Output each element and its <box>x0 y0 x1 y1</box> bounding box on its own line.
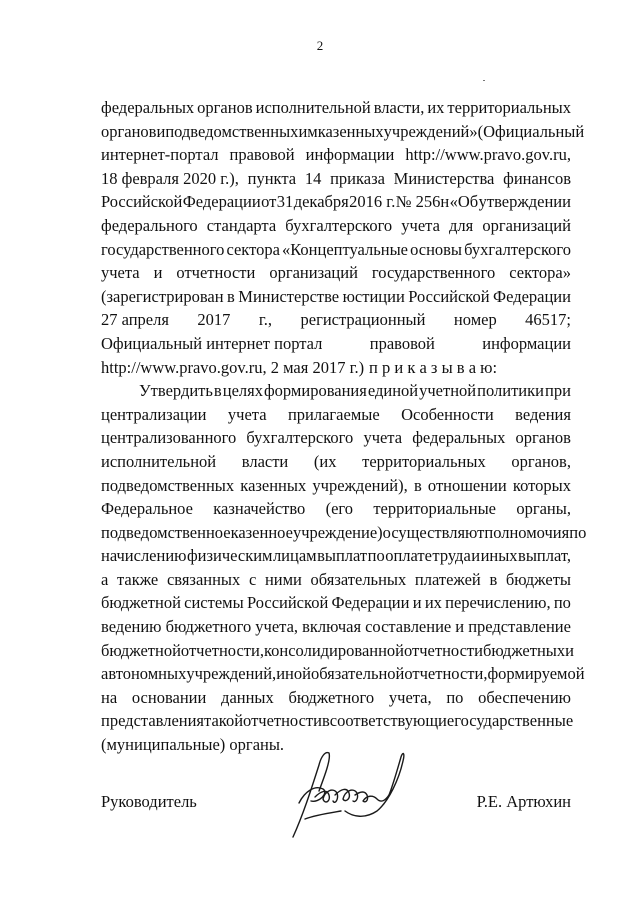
word: физическим <box>186 546 273 566</box>
word: ведению <box>101 617 162 637</box>
word: в <box>227 286 235 306</box>
word: их <box>427 98 445 117</box>
signatory-name: Р.Е. Артюхин <box>476 792 571 811</box>
signatory-title: Руководитель <box>101 792 197 811</box>
word: казначейство <box>213 499 306 519</box>
word: Утвердить <box>139 381 213 401</box>
word: отчетности, <box>180 640 264 660</box>
word: номер <box>453 310 497 330</box>
word: их <box>424 593 442 613</box>
word: организаций <box>482 215 571 235</box>
word: п р и к а з ы в а ю: <box>369 357 498 377</box>
word: исполнительной <box>101 451 217 471</box>
text-line <box>101 709 574 733</box>
word: учета <box>363 428 403 448</box>
word: выплат, <box>518 546 571 566</box>
word: обеспечению <box>478 687 571 707</box>
word: перечислению, <box>445 593 551 613</box>
word: органов <box>197 98 253 117</box>
word: федеральных <box>412 428 506 448</box>
text-line <box>101 167 571 191</box>
word: территориальных <box>362 451 486 471</box>
word: составление <box>365 617 452 637</box>
word: казенных <box>240 475 307 495</box>
text-line <box>101 591 571 615</box>
text-line <box>101 450 571 474</box>
word: Министерстве <box>238 286 340 306</box>
word: начислению <box>101 546 187 566</box>
word: казенных <box>317 121 384 141</box>
word: отношении <box>427 475 507 495</box>
word: а <box>101 569 109 589</box>
word: сектора <box>226 239 280 259</box>
word: «Концептуальные <box>282 239 408 259</box>
text-line <box>101 639 574 663</box>
text-line <box>101 332 571 356</box>
word: при <box>544 381 571 401</box>
word: территориальные <box>373 499 496 519</box>
word: г., <box>258 310 273 330</box>
word: № 256н <box>395 192 450 212</box>
text-line <box>101 497 571 521</box>
word: интернет-портал <box>101 145 219 165</box>
word: 31 <box>276 192 294 212</box>
word: и <box>565 640 574 660</box>
text-line <box>101 686 571 710</box>
word: бюджетных <box>482 640 566 660</box>
word: которых <box>512 475 571 495</box>
text-line <box>101 426 571 450</box>
word: на <box>101 687 118 707</box>
word: утверждении <box>478 192 571 212</box>
word: основании <box>131 687 207 707</box>
word: 18 февраля 2020 г.), <box>101 168 239 188</box>
word: отчетности, <box>404 664 488 684</box>
word: учета <box>227 404 267 424</box>
word: организаций <box>269 263 358 283</box>
word: бухгалтерского <box>246 428 354 448</box>
word: Официальный интернет портал <box>101 333 323 353</box>
word: прилагаемые <box>287 404 380 424</box>
word: Министерства <box>393 168 495 188</box>
word: и <box>412 593 422 613</box>
word: 14 <box>304 168 322 188</box>
word: ведения <box>515 404 571 424</box>
text-line-last <box>101 356 571 380</box>
word: 46517; <box>525 310 571 330</box>
word: и <box>156 121 166 141</box>
word: подведомственных <box>165 121 299 141</box>
word: политики <box>477 381 544 401</box>
word: с <box>248 569 257 589</box>
word: органов, <box>511 451 571 471</box>
text-line <box>101 285 571 309</box>
word: государственного <box>371 263 496 283</box>
word: правовой <box>229 145 295 165</box>
word: подведомственное <box>101 522 231 542</box>
word: включая <box>302 617 362 637</box>
word: федерального <box>101 215 198 235</box>
word: подведомственных <box>101 475 235 495</box>
word: отчетности <box>176 263 256 283</box>
word: территориальных <box>447 98 571 117</box>
text-line <box>101 96 571 120</box>
word: автономных <box>101 664 187 684</box>
word: http://www.pravo.gov.ru, <box>405 145 571 165</box>
word: Федерации <box>182 192 261 212</box>
text-line <box>101 308 571 332</box>
text-line <box>101 379 571 403</box>
text-line <box>101 143 571 167</box>
word: правовой <box>369 333 435 353</box>
word: учета, <box>388 687 432 707</box>
word: полномочия <box>484 522 570 542</box>
word: приказа <box>330 168 385 188</box>
word: данных <box>221 687 274 707</box>
text-line <box>101 238 571 262</box>
preamble-paragraph <box>101 96 585 379</box>
word: соответствующие <box>329 711 455 731</box>
word: учреждений» <box>383 121 478 141</box>
word: информации <box>305 145 395 165</box>
word: органов <box>515 428 571 448</box>
word: обязательных <box>310 569 407 589</box>
word: платежей <box>414 569 481 589</box>
word: 2016 г. <box>349 192 396 212</box>
word: федеральных <box>101 98 195 117</box>
word: бухгалтерского <box>464 239 571 259</box>
word: системы <box>184 593 244 613</box>
word: учета <box>101 263 140 283</box>
word: учета <box>401 215 440 235</box>
word: (их <box>313 451 337 471</box>
word: выплат <box>317 546 368 566</box>
word: также <box>117 569 159 589</box>
word: целях <box>222 381 263 401</box>
text-line <box>101 403 571 427</box>
word: «Об <box>449 192 479 212</box>
word: иной <box>276 664 311 684</box>
word: осуществляют <box>382 522 485 542</box>
word: (его <box>325 499 354 519</box>
word: власти, <box>373 98 425 117</box>
word: сектора» <box>509 263 571 283</box>
word: для <box>449 215 474 235</box>
word: (муниципальные) органы. <box>101 735 285 755</box>
word: им <box>298 121 318 141</box>
word: Российской <box>408 286 490 306</box>
word: исполнительной <box>255 98 371 117</box>
word: представления <box>101 711 205 731</box>
word: консолидированной <box>263 640 405 660</box>
word: в <box>213 381 222 401</box>
word: централизованного <box>101 428 237 448</box>
signature-block <box>101 790 571 820</box>
page-number: 2 <box>316 38 324 53</box>
word: ними <box>264 569 302 589</box>
word: стандарта <box>206 215 277 235</box>
word: (зарегистрирован <box>101 286 224 306</box>
word: формирования <box>263 381 367 401</box>
word: юстиции <box>342 286 405 306</box>
text-line <box>101 214 571 238</box>
text-line <box>101 261 571 285</box>
word: Федерации <box>493 286 571 306</box>
word: учета, <box>255 617 299 637</box>
scan-speck <box>483 80 485 81</box>
word: по <box>569 522 587 542</box>
word: бюджетной <box>101 640 181 660</box>
word: от <box>261 192 277 212</box>
word: органы, <box>516 499 571 519</box>
word: бюджетного <box>165 617 252 637</box>
word: основы <box>410 239 463 259</box>
word: учреждение) <box>292 522 383 542</box>
order-text <box>101 96 587 757</box>
word: власти <box>241 451 289 471</box>
word: органов <box>101 121 157 141</box>
word: государственные <box>454 711 574 731</box>
text-line <box>101 662 585 686</box>
word: Особенности <box>401 404 494 424</box>
word: в <box>321 711 330 731</box>
word: Федеральное <box>101 499 193 519</box>
word: регистрационный <box>300 310 426 330</box>
text-line <box>101 568 571 592</box>
word: бюджеты <box>505 569 571 589</box>
word: пункта <box>247 168 297 188</box>
word: 2017 <box>197 310 231 330</box>
word: оплате <box>385 546 432 566</box>
word: Российской <box>101 192 183 212</box>
word: в <box>413 475 422 495</box>
word: иных <box>480 546 518 566</box>
word: и <box>455 617 465 637</box>
word: финансов <box>503 168 571 188</box>
text-line <box>101 474 571 498</box>
text-line <box>101 120 585 144</box>
word: информации <box>482 333 571 353</box>
word: и <box>153 263 163 283</box>
word: труда <box>432 546 471 566</box>
word: представление <box>468 617 571 637</box>
word: бюджетного <box>288 687 375 707</box>
word: бюджетной <box>101 593 181 613</box>
word: обязательной <box>310 664 405 684</box>
word: государственного <box>101 239 225 259</box>
word: формируемой <box>487 664 585 684</box>
text-line <box>101 521 587 545</box>
word: и <box>471 546 481 566</box>
text-line <box>101 544 571 568</box>
word: связанных <box>166 569 241 589</box>
text-line <box>101 190 571 214</box>
word: такой <box>204 711 244 731</box>
word: централизации <box>101 404 207 424</box>
word: казенное <box>230 522 293 542</box>
word: бухгалтерского <box>285 215 393 235</box>
word: декабря <box>293 192 349 212</box>
word: учетной <box>419 381 477 401</box>
text-line <box>101 615 571 639</box>
word: отчетности <box>243 711 322 731</box>
word: в <box>489 569 498 589</box>
word: лицам <box>272 546 317 566</box>
word: по <box>367 546 385 566</box>
word: Российской <box>246 593 329 613</box>
order-paragraph <box>101 379 587 757</box>
word: учреждений), <box>312 475 408 495</box>
word: по <box>446 687 464 707</box>
word: http://www.pravo.gov.ru, 2 мая 2017 г.) <box>101 357 365 377</box>
word: учреждений, <box>186 664 277 684</box>
word: отчетности <box>404 640 483 660</box>
word: 27 апреля <box>101 310 169 330</box>
word: (Официальный <box>477 121 585 141</box>
word: Федерации <box>331 593 410 613</box>
word: единой <box>367 381 419 401</box>
word: по <box>553 593 571 613</box>
